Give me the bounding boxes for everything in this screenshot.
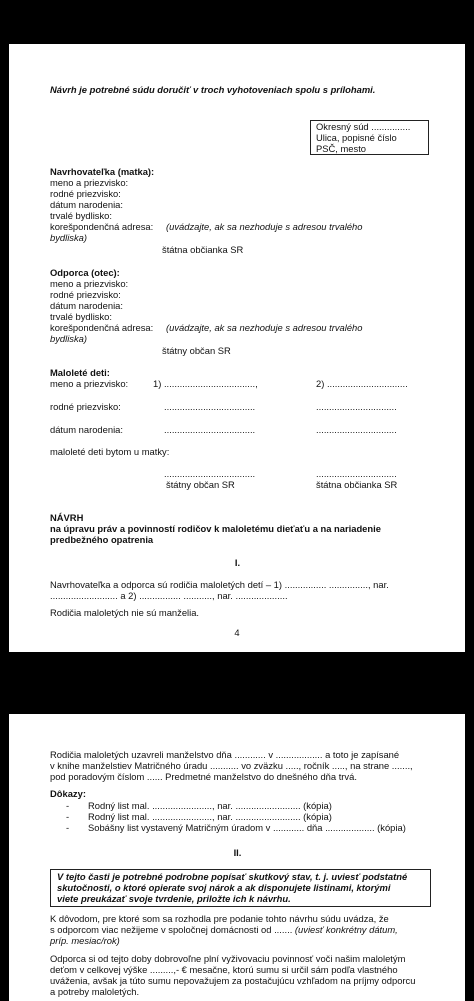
instruction-line-3: viete preukázať svoje tvrdenie, priložte ich k návrhu. (57, 893, 291, 904)
support-line-1: Odporca si od tejto doby dobrovoľne plní vyživovaciu povinnosť voči našim maloletým (50, 953, 406, 964)
child2-citizenship-field: ............................... (316, 468, 397, 479)
instruction-line-2: skutočnosti, o ktoré opierate svoj nárok a ak disponujete listinami, ktorými (57, 882, 391, 893)
petitioner-residence-label: trvalé bydlisko: (50, 210, 113, 221)
court-street: Ulica, popisné číslo (316, 132, 397, 143)
reason-line-1: K dôvodom, pre ktoré som sa rozhodla pre podanie tohto návrhu súdu uvádza, že (50, 913, 389, 924)
marriage-line-3: pod poradovým číslom ...... Predmetné manželstvo do dnešného dňa trvá. (50, 771, 357, 782)
document-page-1 (9, 44, 465, 652)
respondent-corr-label: korešpondenčná adresa: (50, 322, 154, 333)
court-name: Okresný súd ............... (316, 121, 411, 132)
support-line-3: uváženia, avšak ja túto sumu nepovažujem za postačujúcu vzhľadom na príjmy odporcu (50, 975, 416, 986)
proposal-subtitle: na úpravu práv a povinností rodičov k maloletému dieťaťu a na nariadenie (50, 523, 381, 534)
marriage-line-2: v knihe manželstiev Matričného úradu ........... vo zväzku ....., ročník ....., na strane ......., (50, 760, 413, 771)
section-1-line-2: .......................... a 2) ................ ..........., nar. .................... (50, 590, 288, 601)
evidence-item-3: Sobášny list vystavený Matričným úradom v ............ dňa ................... (kópia) (88, 822, 406, 833)
child2-birthname-field: ............................... (316, 401, 397, 412)
evidence-bullet: - (66, 822, 70, 833)
section-1-line-3: Rodičia maloletých nie sú manželia. (50, 607, 200, 618)
evidence-heading: Dôkazy: (50, 788, 86, 799)
respondent-dob-label: dátum narodenia: (50, 300, 123, 311)
evidence-item-2: Rodný list mal. ......................., nar. ......................... (kópia) (88, 811, 332, 822)
petitioner-corr-note-cont: bydliska) (50, 232, 87, 243)
court-address-box (310, 120, 429, 155)
child1-birthname-field: ................................... (164, 401, 256, 412)
petitioner-citizenship: štátna občianka SR (162, 244, 244, 255)
reason-line-2 (50, 924, 398, 935)
minors-residence-label: maloleté deti bytom u matky: (50, 446, 170, 457)
reason-line-2-note: (uviesť konkrétny dátum, (294, 924, 398, 935)
child1-dob-field: ................................... (164, 424, 256, 435)
child2-dob-field: ............................... (316, 424, 397, 435)
reason-line-2-text: s odporcom viac nežijeme v spoločnej domácnosti od ....... (50, 924, 295, 935)
proposal-subtitle-cont: predbežného opatrenia (50, 534, 154, 545)
respondent-corr-note: (uvádzajte, ak sa nezhoduje s adresou trvalého (166, 322, 363, 333)
petitioner-birthname-label: rodné priezvisko: (50, 188, 121, 199)
respondent-name-label: meno a priezvisko: (50, 278, 129, 289)
child1-citizenship-field: ................................... (164, 468, 256, 479)
document-page-2 (9, 714, 465, 1001)
child2-name-field: 2) ............................... (316, 378, 408, 389)
instruction-line-1: V tejto časti je potrebné podrobne popísať skutkový stav, t. j. uviesť podstatné (57, 871, 408, 882)
reason-line-3: príp. mesiac/rok) (50, 935, 120, 946)
petitioner-dob-label: dátum narodenia: (50, 199, 123, 210)
child2-citizenship: štátna občianka SR (316, 479, 398, 490)
court-city: PSČ, mesto (316, 143, 367, 154)
section-1-numeral: I. (234, 557, 241, 568)
page-number: 4 (234, 627, 240, 638)
support-line-2: deťom v celkovej výške .........,- € mesačne, ktorú sumu si určil sám podľa vlastného (50, 964, 398, 975)
petitioner-name-label: meno a priezvisko: (50, 177, 129, 188)
evidence-item-1: Rodný list mal. ......................., nar. ......................... (kópia) (88, 800, 332, 811)
minors-heading: Maloleté deti: (50, 367, 110, 378)
instruction-box (50, 869, 431, 907)
petitioner-corr-note: (uvádzajte, ak sa nezhoduje s adresou trvalého (166, 221, 363, 232)
filing-note: Návrh je potrebné súdu doručiť v troch vyhotoveniach spolu s prílohami. (50, 84, 376, 95)
respondent-residence-label: trvalé bydlisko: (50, 311, 113, 322)
petitioner-corr-label: korešpondenčná adresa: (50, 221, 154, 232)
proposal-title: NÁVRH (50, 512, 84, 523)
respondent-corr-note-cont: bydliska) (50, 333, 87, 344)
support-line-4: a potreby maloletých. (50, 986, 140, 997)
minors-name-label: meno a priezvisko: (50, 378, 129, 389)
minors-birthname-label: rodné priezvisko: (50, 401, 121, 412)
marriage-line-1: Rodičia maloletých uzavreli manželstvo dňa ............ v .................. a toto je zapísané (50, 749, 400, 760)
respondent-birthname-label: rodné priezvisko: (50, 289, 121, 300)
section-2-numeral: II. (233, 847, 242, 858)
child1-citizenship: štátny občan SR (166, 479, 235, 490)
section-1-line-1: Navrhovateľka a odporca sú rodičia maloletých detí – 1) ................ ..............., nar. (50, 579, 389, 590)
evidence-bullet: - (66, 811, 70, 822)
petitioner-heading: Navrhovateľka (matka): (50, 166, 155, 177)
minors-dob-label: dátum narodenia: (50, 424, 123, 435)
child1-name-field: 1) ..................................., (153, 378, 258, 389)
respondent-citizenship: štátny občan SR (162, 345, 231, 356)
evidence-bullet: - (66, 800, 70, 811)
respondent-heading: Odporca (otec): (50, 267, 120, 278)
